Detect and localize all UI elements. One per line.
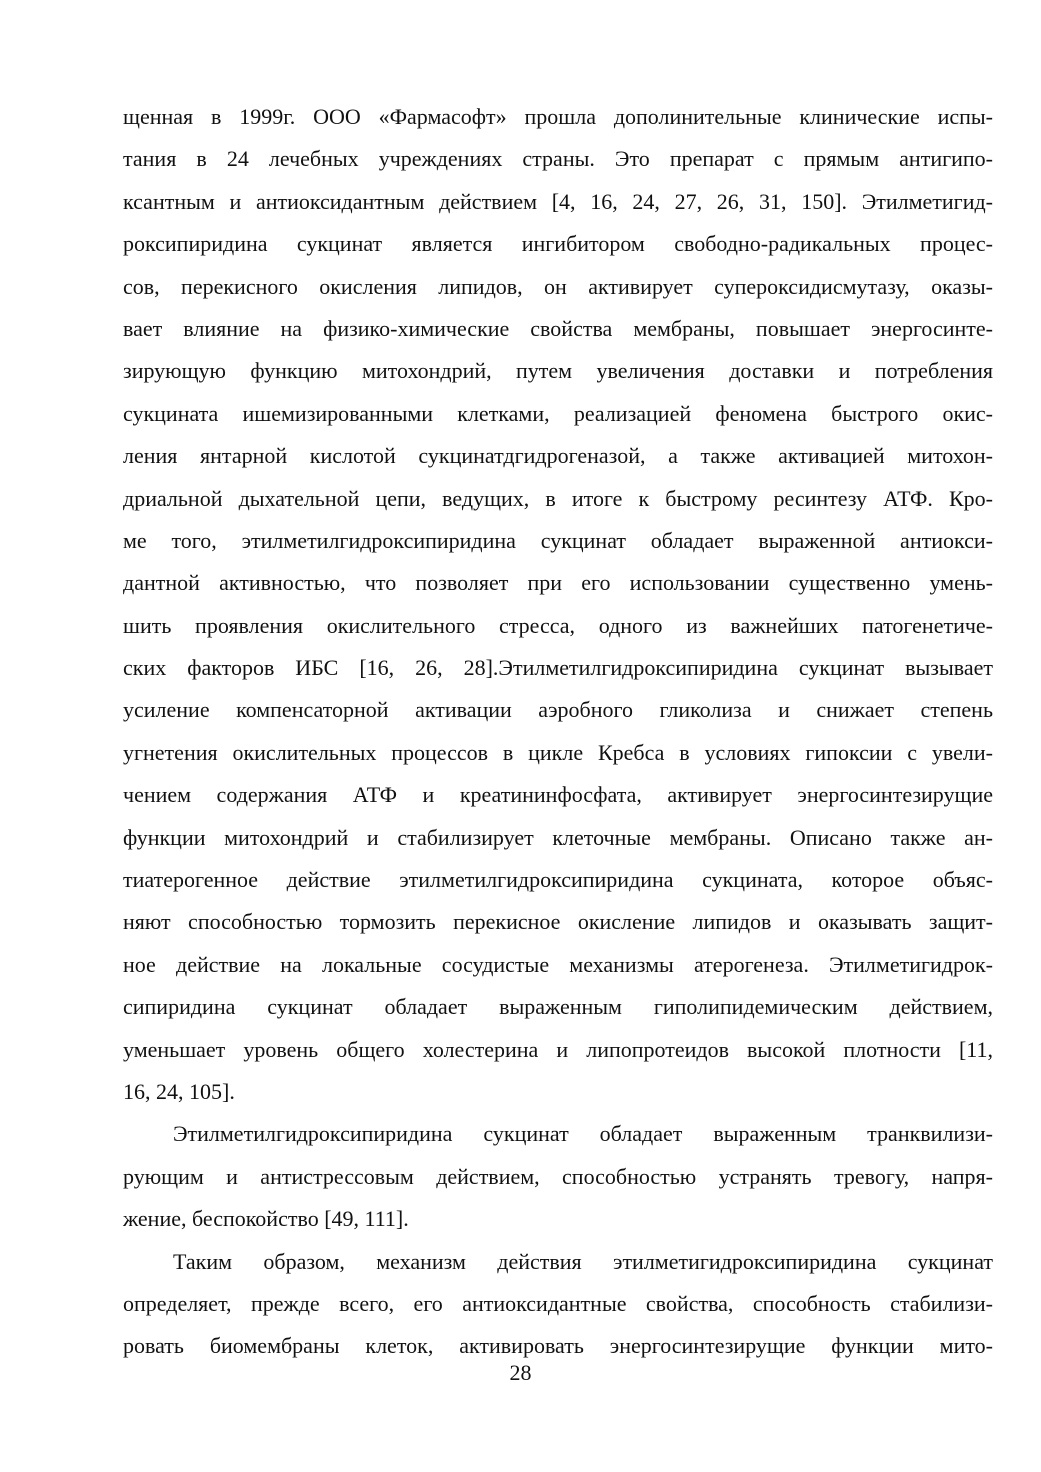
text-line: сукцината ишемизированными клетками, реализацией феномена быстрого окис- bbox=[123, 400, 993, 426]
text-line: 16, 24, 105]. bbox=[123, 1078, 235, 1104]
text-line: тиатерогенное действие этилметилгидроксипиридина сукцината, которое объяс- bbox=[123, 867, 993, 893]
text-line: шить проявления окислительного стресса, одного из важнейших патогенетиче- bbox=[123, 612, 993, 638]
text-line: усиление компенсаторной активации аэробного гликолиза и снижает степень bbox=[123, 697, 993, 723]
text-line: ксантным и антиоксидантным действием [4, 16, 24, 27, 26, 31, 150]. Этилметигид- bbox=[123, 188, 993, 214]
text-line: ровать биомембраны клеток, активировать энергосинтезирущие функции мито- bbox=[123, 1333, 993, 1359]
paragraph bbox=[123, 1241, 993, 1368]
text-line: чением содержания АТФ и креатининфосфата, активирует энергосинтезирущие bbox=[123, 782, 993, 808]
text-line: Этилметилгидроксипиридина сукцинат обладает выраженным транквилизи- bbox=[173, 1121, 993, 1147]
text-line: щенная в 1999г. ООО «Фармасофт» прошла дополинительные клинические испы- bbox=[123, 104, 993, 129]
text-line: няют способностью тормозить перекисное окисление липидов и оказывать защит- bbox=[123, 909, 993, 935]
text-line: сов, перекисного окисления липидов, он активирует супероксидисмутазу, оказы- bbox=[123, 273, 993, 299]
text-line: зирующую функцию митохондрий, путем увеличения доставки и потребления bbox=[123, 358, 993, 384]
text-line: дантной активностью, что позволяет при его использовании существенно умень- bbox=[123, 570, 993, 596]
page-number: 28 bbox=[509, 1360, 532, 1385]
document-body bbox=[123, 96, 993, 1368]
text-line: дриальной дыхательной цепи, ведущих, в итоге к быстрому ресинтезу АТФ. Кро- bbox=[123, 485, 993, 511]
text-line: тания в 24 лечебных учреждениях страны. Это препарат с прямым антигипо- bbox=[123, 146, 993, 172]
text-line: уменьшает уровень общего холестерина и липопротеидов высокой плотности [11, bbox=[123, 1036, 993, 1062]
text-line: роксипиридина сукцинат является ингибитором свободно-радикальных процес- bbox=[123, 231, 993, 257]
paragraph bbox=[123, 1113, 993, 1240]
text-line: ления янтарной кислотой сукцинатдгидрогеназой, а также активацией митохон- bbox=[123, 443, 993, 469]
text-line: вает влияние на физико-химические свойства мембраны, повышает энергосинте- bbox=[123, 315, 993, 341]
text-line: жение, беспокойство [49, 111]. bbox=[123, 1206, 409, 1232]
text-line: ме того, этилметилгидроксипиридина сукцинат обладает выраженной антиокси- bbox=[123, 527, 993, 553]
text-line: угнетения окислительных процессов в цикле Кребса в условиях гипоксии с увели- bbox=[123, 739, 993, 765]
text-line: сипиридина сукцинат обладает выраженным гиполипидемическим действием, bbox=[123, 994, 993, 1020]
text-line: ное действие на локальные сосудистые механизмы атерогенеза. Этилметигидрок- bbox=[123, 951, 993, 977]
text-line: рующим и антистрессовым действием, способностью устранять тревогу, напря- bbox=[123, 1163, 993, 1189]
paragraph bbox=[123, 96, 993, 1113]
text-line: функции митохондрий и стабилизирует клеточные мембраны. Описано также ан- bbox=[123, 824, 993, 850]
text-line: определяет, прежде всего, его антиоксидантные свойства, способность стабилизи- bbox=[123, 1290, 993, 1316]
text-line: Таким образом, механизм действия этилметигидроксипиридина сукцинат bbox=[173, 1248, 993, 1274]
text-line: ских факторов ИБС [16, 26, 28].Этилметилгидроксипиридина сукцинат вызывает bbox=[123, 655, 993, 681]
